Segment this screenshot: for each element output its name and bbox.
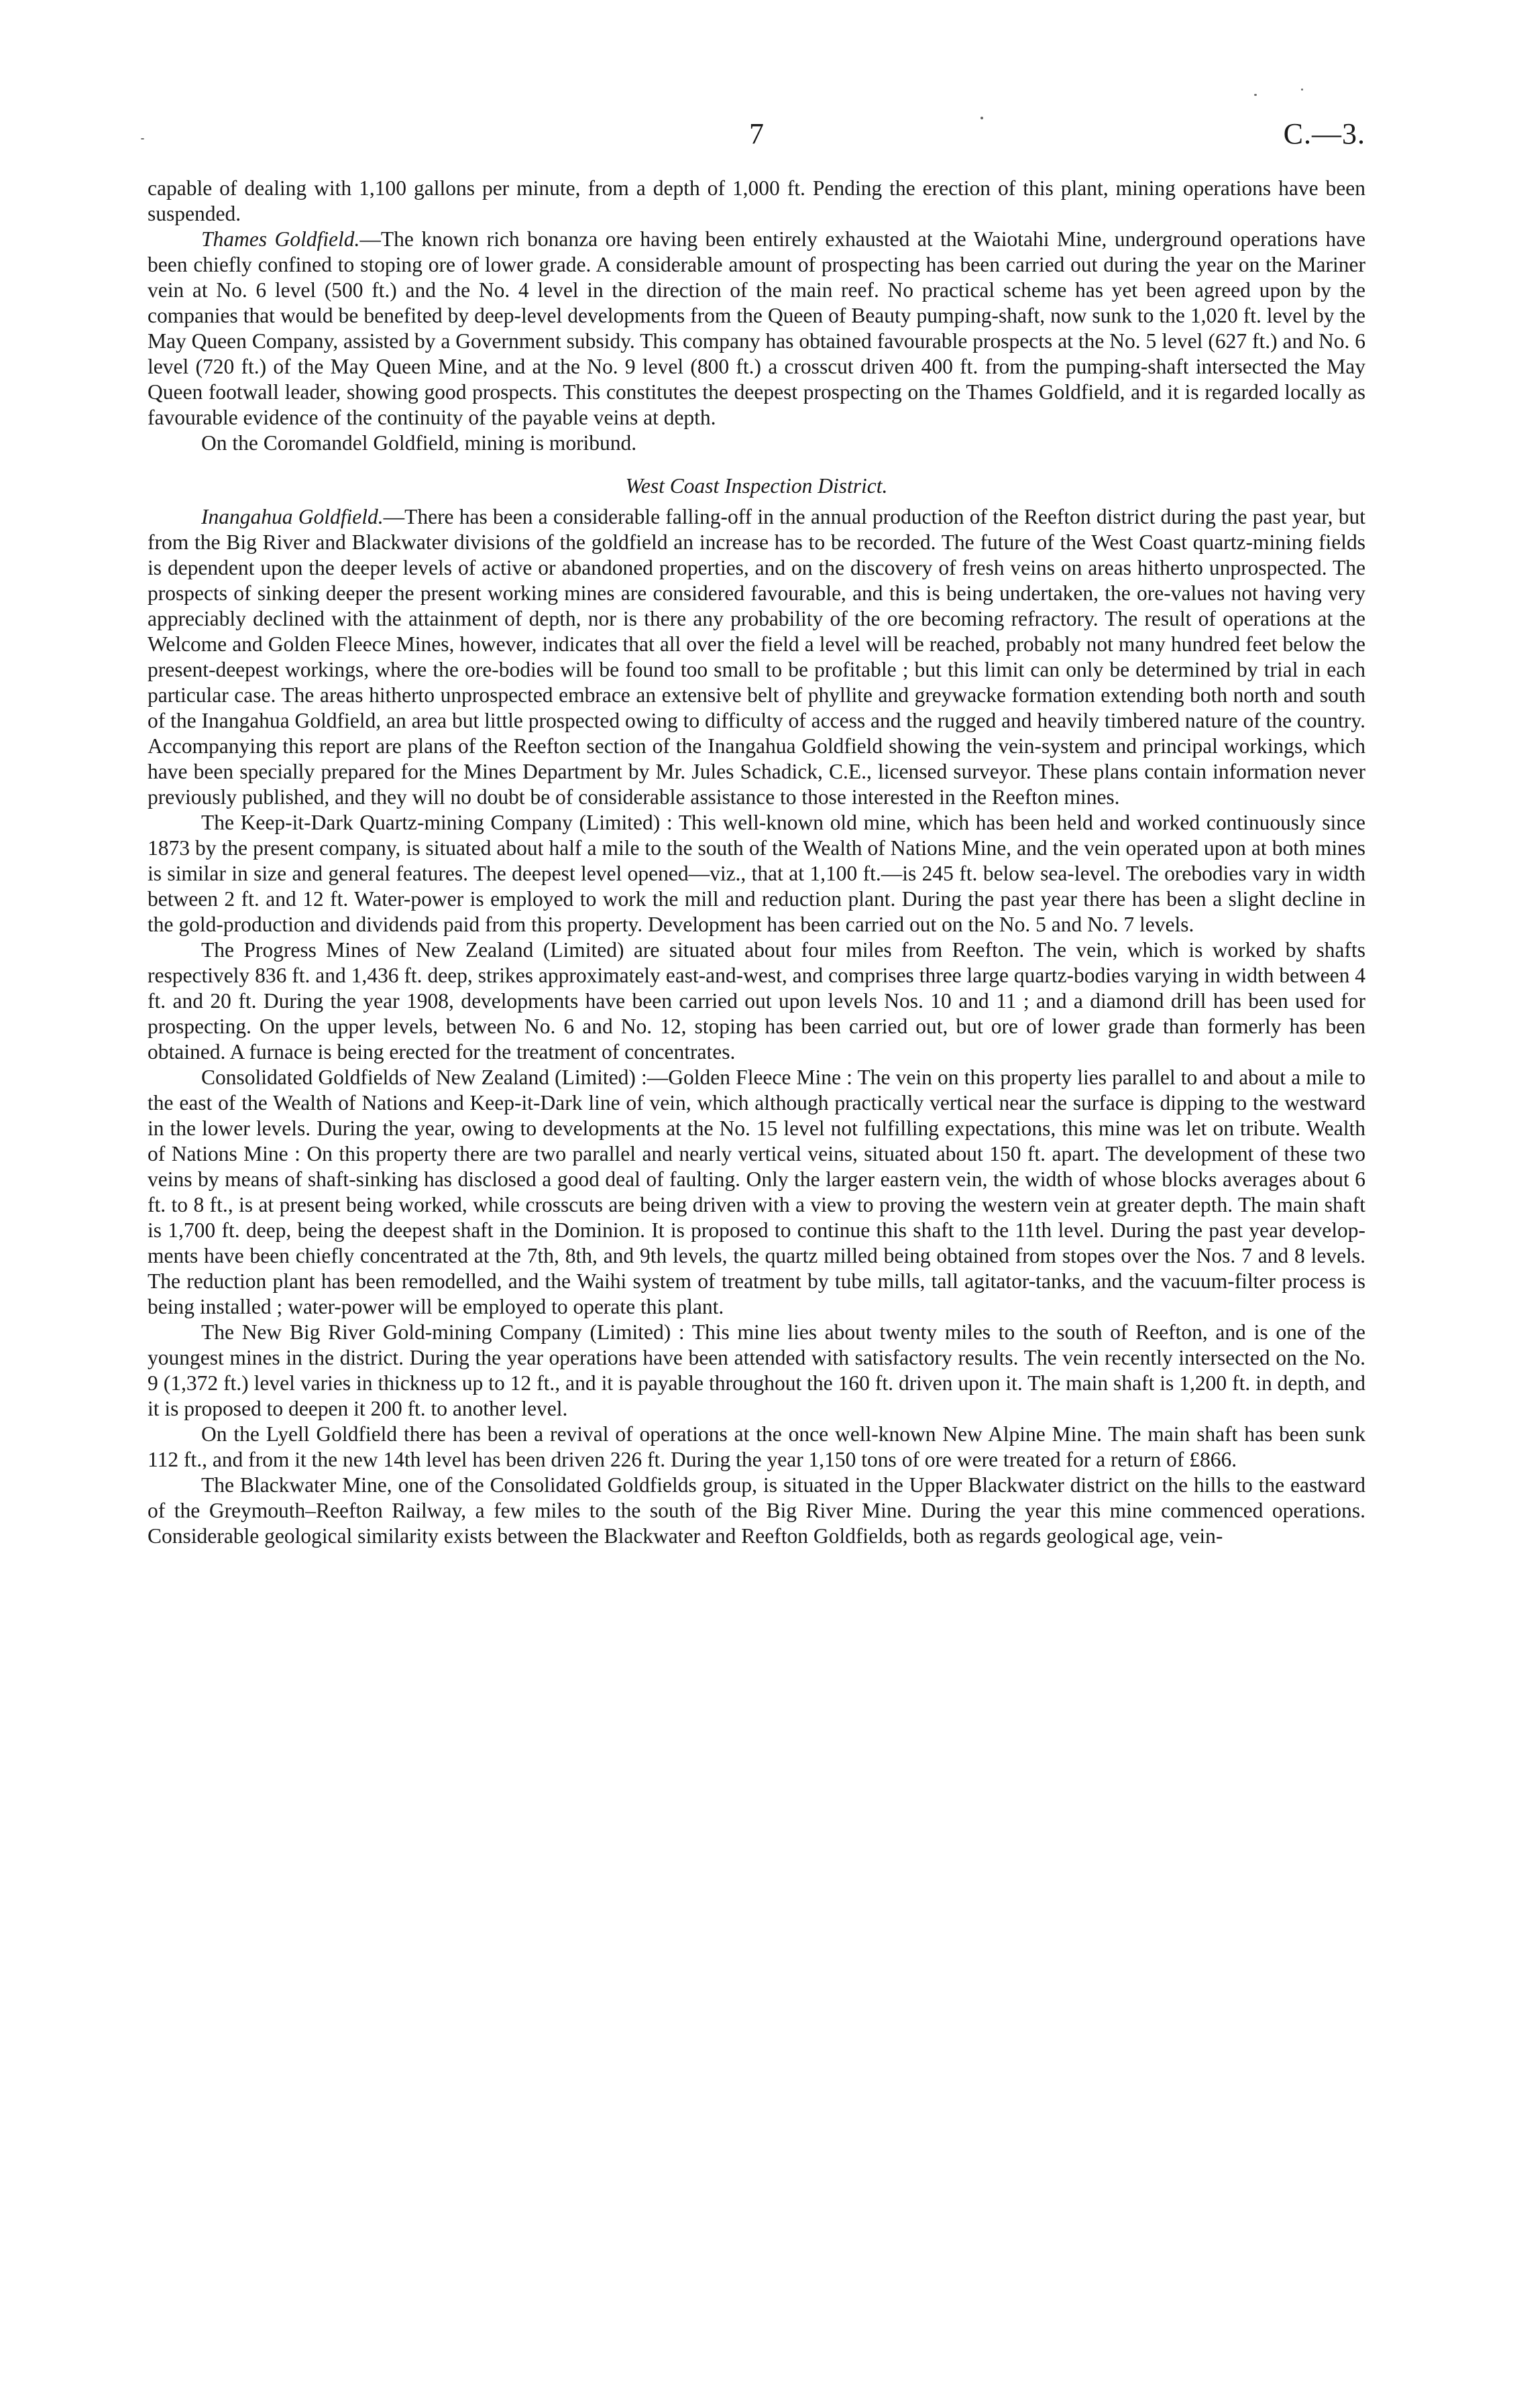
- paragraph-lead: Inangahua Goldfield.: [201, 505, 384, 528]
- paragraph-text: Consolidated Goldfields of New Zealand (Limited) :—Golden Fleece Mine : The vein on this property lies parallel to and about a mile to the east of the Wealth of Nations and Keep-it-Dark line of vein, which although practically vertical near the surface is dipping to the westward in the lower levels. During the year, owing to developments at the No. 15 level not fulfilling expectations, this mine was let on tribute. Wealth of Nations Mine : On this property there are two parallel and nearly vertical veins, situated about 150 ft. apart. The development of these two veins by means of shaft-sinking has disclosed a good deal of faulting. Only the larger eastern vein, the width of whose blocks averages about 6 ft. to 8 ft., is at present being worked, while crosscuts are being driven with a view to proving the western vein at greater depth. The main shaft is 1,700 ft. deep, being the deepest shaft in the Dominion. It is proposed to continue this shaft to the 11th level. During the past year developments have been chiefly concentrated at the 7th, 8th, and 9th levels, the quartz milled being obtained from stopes over the Nos. 7 and 8 levels. The reduction plant has been remodelled, and the Waihi system of treatment by tube mills, tall agitator-tanks, and the vacuum-filter process is being installed ; water-power will be employed to operate this plant.: [148, 1066, 1365, 1318]
- paragraph-progress-mines: [148, 937, 1365, 1065]
- paragraph-consolidated-goldfields: [148, 1065, 1365, 1320]
- paragraph-thames-goldfield: [148, 227, 1365, 431]
- scan-speck: [980, 117, 983, 119]
- scan-speck: [141, 138, 144, 139]
- paragraph-text: —There has been a considerable falling-off in the annual production of the Reefton district during the past year, but from the Big River and Blackwater divisions of the goldfield an increase has to be recorded. The future of the West Coast quartz-mining fields is dependent upon the deeper levels of active or abandoned properties, and on the discovery of fresh veins on areas hitherto unprospected. The prospects of sinking deeper the present working mines are considered favourable, and this is being undertaken, the ore-values not having very appreciably declined with the attainment of depth, nor is there any probability of the ore becoming refractory. The result of operations at the Welcome and Golden Fleece Mines, however, indicates that all over the field a level will be reached, probably not many hundred feet below the present-deepest workings, where the ore-bodies will be found too small to be profitable ; but this limit can only be determined by trial in each particular case. The areas hitherto unprospected embrace an extensive belt of phyllite and greywacke formation extending both north and south of the Inangahua Goldfield, an area but little prospected owing to difficulty of access and the rugged and heavily timbered nature of the country. Accompanying this report are plans of the Reefton section of the Inangahua Goldfield showing the vein-system and principal workings, which have been specially prepared for the Mines Department by Mr. Jules Schadick, C.E., licensed surveyor. These plans contain information never previously published, and they will no doubt be of considerable assistance to those interested in the Reefton mines.: [148, 505, 1366, 809]
- document-body: [148, 176, 1365, 1549]
- section-heading: West Coast Inspection District.: [625, 474, 888, 498]
- document-page: [148, 114, 1365, 1549]
- paragraph-text: On the Coromandel Goldfield, mining is moribund.: [201, 431, 637, 455]
- paragraph-text: The Blackwater Mine, one of the Consolidated Goldfields group, is situated in the Upper Blackwater district on the hills to the eastward of the Greymouth–Reefton Railway, a few miles to the south of the Big River Mine. During the year this mine commenced operations. Considerable geological similarity exists between the Blackwater and Reefton Goldfields, both as regards geological age, vein-: [148, 1473, 1365, 1548]
- paragraph-text: —The known rich bonanza ore having been entirely exhausted at the Waiotahi Mine, underground operations have been chiefly confined to stoping ore of lower grade. A considerable amount of prospecting has been carried out during the year on the Mariner vein at No. 6 level (500 ft.) and the No. 4 level in the direction of the main reef. No practical scheme has yet been agreed upon by the companies that would be benefited by deep-level developments from the Queen of Beauty pumping-shaft, now sunk to the 1,020 ft. level by the May Queen Company, assisted by a Government subsidy. This company has obtained favourable prospects at the No. 5 level (627 ft.) and No. 6 level (720 ft.) of the May Queen Mine, and at the No. 9 level (800 ft.) a crosscut driven 400 ft. from the pumping-shaft intersected the May Queen footwall leader, showing good prospects. This constitutes the deepest prospecting on the Thames Goldfield, and it is regarded locally as favourable evidence of the continuity of the payable veins at depth.: [148, 227, 1365, 429]
- paragraph-text: On the Lyell Goldfield there has been a revival of operations at the once well-known New Alpine Mine. The main shaft has been sunk 112 ft., and from it the new 14th level has been driven 226 ft. During the year 1,150 tons of ore were treated for a return of £866.: [148, 1422, 1365, 1471]
- paragraph-blackwater-mine: [148, 1473, 1365, 1549]
- document-reference: C.—3.: [1283, 117, 1365, 150]
- paragraph-text: The Progress Mines of New Zealand (Limited) are situated about four miles from Reefton. The vein, which is worked by shafts respectively 836 ft. and 1,436 ft. deep, strikes approximately east-and-west, and comprises three large quartz-bodies varying in width between 4 ft. and 20 ft. During the year 1908, developments have been carried out upon levels Nos. 10 and 11 ; and a diamond drill has been used for prospecting. On the upper levels, between No. 6 and No. 12, stoping has been carried out, but ore of lower grade than formerly has been obtained. A furnace is being erected for the treatment of concentrates.: [148, 938, 1365, 1064]
- paragraph-coromandel: [148, 431, 1365, 456]
- paragraph-lyell-goldfield: [148, 1422, 1365, 1473]
- paragraph-keep-it-dark: [148, 810, 1365, 937]
- paragraph-text: capable of dealing with 1,100 gallons per minute, from a depth of 1,000 ft. Pending the erection of this plant, mining operations have been suspended.: [148, 176, 1365, 225]
- paragraph-inangahua-goldfield: [148, 504, 1365, 810]
- paragraph-text: The Keep-it-Dark Quartz-mining Company (Limited) : This well-known old mine, which has been held and worked continuously since 1873 by the present company, is situated about half a mile to the south of the Wealth of Nations Mine, and the vein operated upon at both mines is similar in size and general features. The deepest level opened—viz., that at 1,100 ft.—is 245 ft. below sea-level. The orebodies vary in width between 2 ft. and 12 ft. Water-power is employed to work the mill and reduction plant. During the past year there has been a slight decline in the gold-production and dividends paid from this property. Development has been carried out on the No. 5 and No. 7 levels.: [148, 811, 1365, 936]
- paragraph-new-big-river: [148, 1320, 1365, 1422]
- paragraph-text: The New Big River Gold-mining Company (Limited) : This mine lies about twenty miles to the south of Reefton, and is one of the youngest mines in the district. During the year operations have been attended with satisfactory results. The vein recently intersected on the No. 9 (1,372 ft.) level varies in thickness up to 12 ft., and it is payable throughout the 160 ft. driven upon it. The main shaft is 1,200 ft. in depth, and it is proposed to deepen it 200 ft. to another level.: [148, 1320, 1365, 1420]
- paragraph-lead: Thames Goldfield.: [201, 227, 360, 251]
- page-header: [148, 114, 1365, 161]
- page-number: 7: [749, 117, 764, 150]
- scan-speck: [1301, 89, 1303, 91]
- paragraph-continuation: [148, 176, 1365, 227]
- scan-speck: [1254, 94, 1257, 96]
